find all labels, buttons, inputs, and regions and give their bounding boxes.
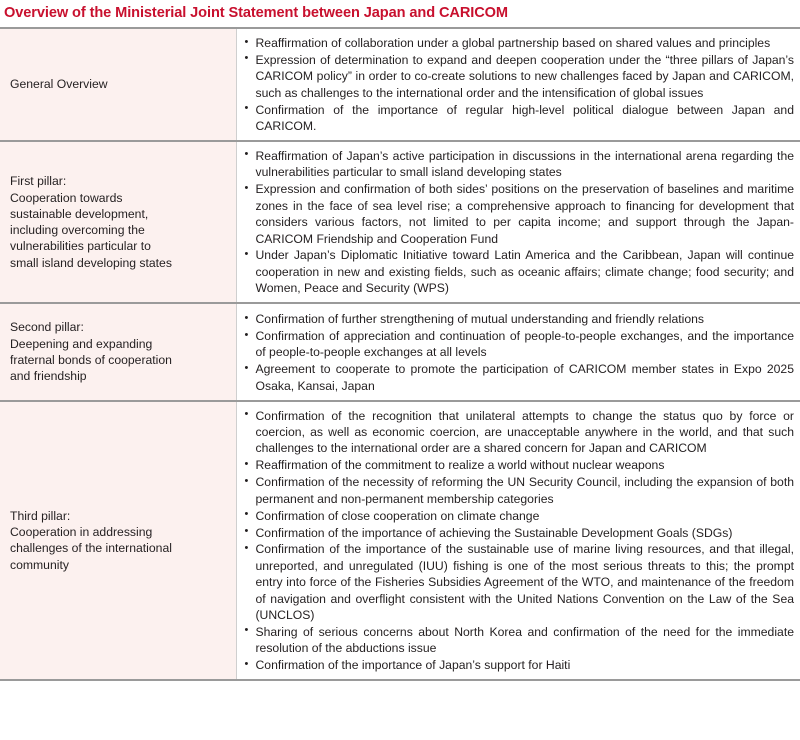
category-line: vulnerabilities particular to [10,239,151,254]
row-category-cell [0,141,236,303]
list-item: • Reaffirmation of collaboration under a global partnership based on shared values and principles [243,35,795,51]
list-item: • Confirmation of the necessity of reforming the UN Security Council, including the expansion of both permanent and non-permanent membership categories [243,474,795,507]
table-body [0,28,800,680]
category-line: Cooperation in addressing [10,525,153,540]
list-item: • Expression of determination to expand and deepen cooperation under the “three pillars of Japan’s CARICOM policy” in order to co-create solutions to new challenges faced by Japan and CARICOM, such as challenges to the international order and the intensification of global issues [243,52,795,101]
category-line: including overcoming the [10,223,145,238]
category-line: Second pillar: [10,320,84,335]
page-title: Overview of the Ministerial Joint Statement between Japan and CARICOM [4,5,508,21]
category-line: and friendship [10,369,87,384]
list-item: • Confirmation of the recognition that unilateral attempts to change the status quo by force or coercion, as well as economic coercion, are unacceptable anywhere in the world, and that such challenges to the international order are a shared concern for Japan and CARICOM [243,408,795,457]
list-item: • Confirmation of appreciation and continuation of people-to-people exchanges, and the importance of people-to-people exchanges at all levels [243,328,795,361]
row-category-cell [0,303,236,401]
category-line: community [10,557,69,572]
category-line: Cooperation towards [10,190,123,205]
bullet-list [243,35,795,134]
category-line: Deepening and expanding [10,336,153,351]
list-item: • Confirmation of the importance of regular high-level political dialogue between Japan and CARICOM. [243,102,795,135]
row-content-cell [236,28,800,141]
row-category-cell [0,28,236,141]
table-row [0,141,800,303]
bullet-list [243,408,795,674]
list-item: • Confirmation of the importance of Japan’s support for Haiti [243,657,795,673]
list-item: • Agreement to cooperate to promote the participation of CARICOM member states in Expo 2025 Osaka, Kansai, Japan [243,361,795,394]
row-category-cell [0,401,236,681]
list-item: • Confirmation of the importance of the sustainable use of marine living resources, and that illegal, unreported, and unregulated (IUU) fishing is one of the most serious threats to this; the prompt entry into force of the Fisheries Subsidies Agreement of the WTO, and maintenance of the freedom of navigation and overflight consistent with the United Nations Convention on the Law of the Sea (UNCLOS) [243,541,795,623]
list-item: • Reaffirmation of the commitment to realize a world without nuclear weapons [243,457,795,473]
bullet-list [243,148,795,297]
category-line: Third pillar: [10,508,71,523]
list-item: • Under Japan’s Diplomatic Initiative toward Latin America and the Caribbean, Japan will continue cooperation in new and existing fields, such as oceanic affairs; climate change; food security; and Women, Peace and Security (WPS) [243,247,795,296]
list-item: • Confirmation of close cooperation on climate change [243,508,795,524]
list-item: • Expression and confirmation of both sides’ positions on the preservation of baselines and maritime zones in the face of sea level rise; a comprehensive approach to financing for development that considers various factors, not limited to per capita income; and support through the Japan-CARICOM Friendship and Cooperation Fund [243,181,795,247]
category-line: General Overview [10,77,108,92]
list-item: • Confirmation of the importance of achieving the Sustainable Development Goals (SDGs) [243,525,795,541]
list-item: • Confirmation of further strengthening of mutual understanding and friendly relations [243,311,795,327]
table-row [0,401,800,681]
category-line: sustainable development, [10,206,149,221]
row-content-cell [236,141,800,303]
bullet-list [243,311,795,394]
table-row [0,28,800,141]
list-item: • Sharing of serious concerns about North Korea and confirmation of the need for the immediate resolution of the abductions issue [243,624,795,657]
category-line: small island developing states [10,255,172,270]
category-line: challenges of the international [10,541,172,556]
row-content-cell [236,401,800,681]
overview-table [0,27,800,681]
category-line: First pillar: [10,174,67,189]
table-row [0,303,800,401]
row-content-cell [236,303,800,401]
category-line: fraternal bonds of cooperation [10,352,172,367]
list-item: • Reaffirmation of Japan’s active participation in discussions in the international arena regarding the vulnerabilities particular to small island developing states [243,148,795,181]
